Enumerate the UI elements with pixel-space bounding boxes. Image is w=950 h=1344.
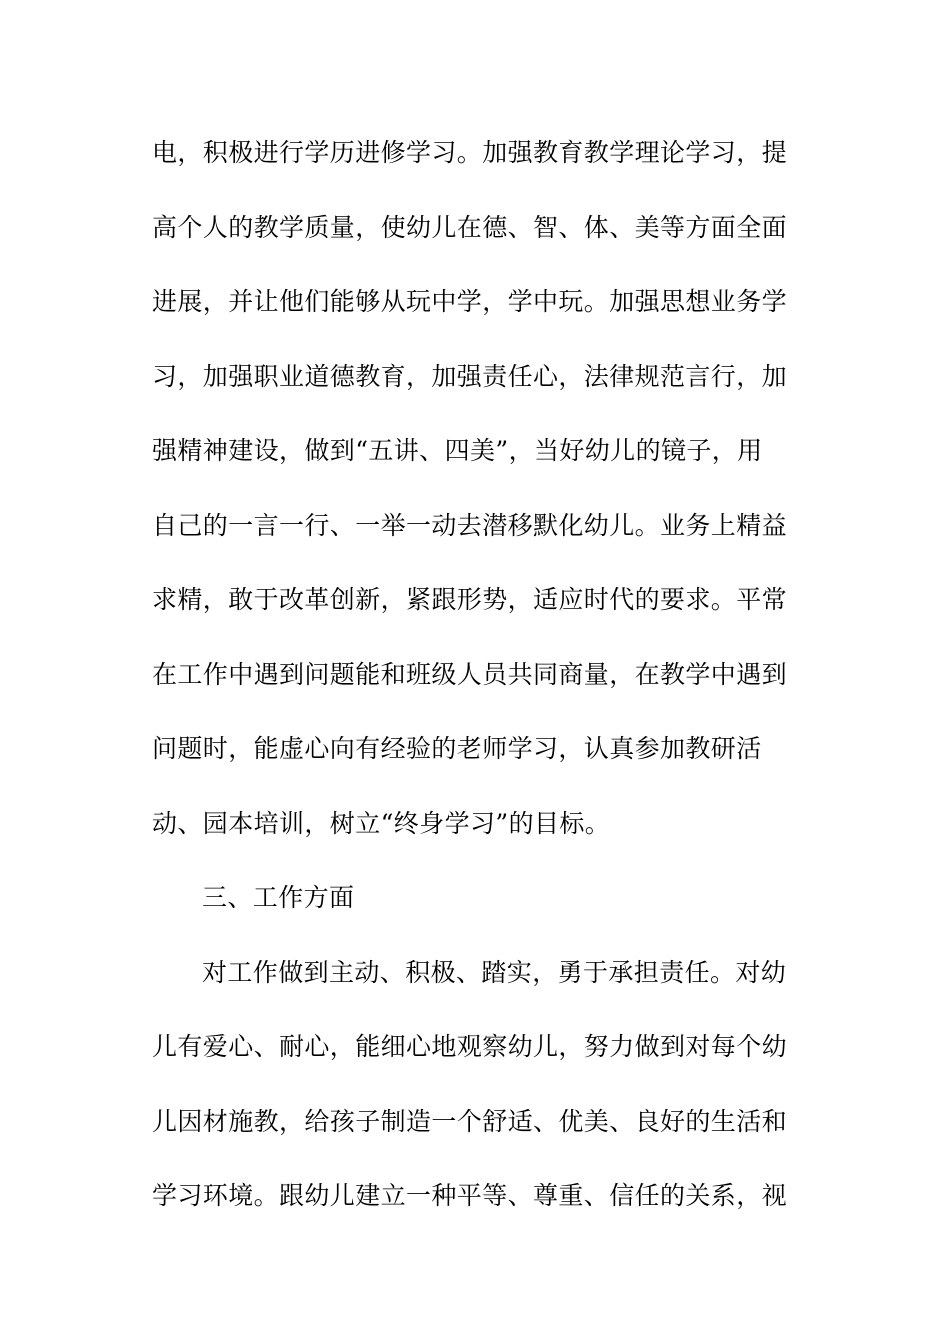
text-line: 在工作中遇到问题能和班级人员共同商量，在教学中遇到 xyxy=(152,659,788,689)
section-heading: 三、工作方面 xyxy=(202,883,355,912)
text-line: 问题时，能虚心向有经验的老师学习，认真参加教研活 xyxy=(152,734,762,763)
text-line: 电，积极进行学历进修学习。加强教育教学理论学习，提 xyxy=(152,138,788,167)
text-line: 进展，并让他们能够从玩中学，学中玩。加强思想业务学 xyxy=(152,287,788,316)
text-line: 儿有爱心、耐心，能细心地观察幼儿，努力做到对每个幼 xyxy=(152,1032,788,1061)
text-line: 高个人的教学质量，使幼儿在德、智、体、美等方面全面 xyxy=(152,212,788,242)
text-line: 学习环境。跟幼儿建立一种平等、尊重、信任的关系，视 xyxy=(152,1181,788,1210)
text-line: 强精神建设，做到“五讲、四美”，当好幼儿的镜子，用 xyxy=(152,436,763,465)
text-line: 儿因材施教，给孩子制造一个舒适、优美、良好的生活和 xyxy=(152,1106,788,1136)
paragraph-first-line: 对工作做到主动、积极、踏实，勇于承担责任。对幼 xyxy=(202,957,787,987)
text-line: 习，加强职业道德教育，加强责任心，法律规范言行，加 xyxy=(152,361,788,391)
document-body xyxy=(152,133,792,1251)
text-line: 动、园本培训，树立“终身学习”的目标。 xyxy=(152,808,611,838)
text-line: 求精，敢于改革创新，紧跟形势，适应时代的要求。平常 xyxy=(152,585,788,614)
text-line: 自己的一言一行、一举一动去潜移默化幼儿。业务上精益 xyxy=(152,510,788,540)
